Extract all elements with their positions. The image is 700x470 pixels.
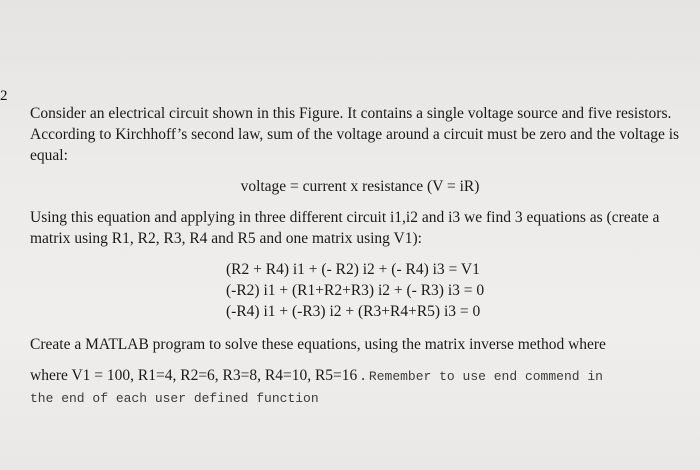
paragraph-circuits: Using this equation and applying in three different circuit i1,i2 and i3 we find 3 equations as (create a matrix using R1, R2, R3, R4 and R5 and one matrix using V1): (30, 209, 660, 247)
values-text: where V1 = 100, R1=4, R2=6, R3=8, R4=10, R5=16 . (30, 367, 366, 384)
equation-3: (-R4) i1 + (-R3) i2 + (R3+R4+R5) i3 = 0 (226, 303, 481, 320)
equation-1: (R2 + R4) i1 + (- R2) i2 + (- R4) i3 = V1 (226, 261, 480, 278)
note-text-1: Remember to use end commend in (368, 369, 603, 384)
paragraph-task: Create a MATLAB program to solve these equations, using the matrix inverse method where (30, 336, 606, 353)
equation-system (226, 259, 690, 322)
intro-paragraph: Consider an electrical circuit shown in this Figure. It contains a single voltage source and five resistors. According to Kirchhoff’s second law, sum of the voltage around a circuit must be zero and the voltage is equal: (30, 105, 680, 164)
margin-mark: 2 (0, 88, 8, 104)
problem-statement (30, 103, 690, 409)
formula-line: voltage = current x resistance (V = iR) (240, 178, 480, 195)
note-text-2: the end of each user defined function (30, 391, 319, 406)
equation-2: (-R2) i1 + (R1+R2+R3) i2 + (- R3) i3 = 0 (226, 282, 485, 299)
values-line (30, 365, 690, 409)
